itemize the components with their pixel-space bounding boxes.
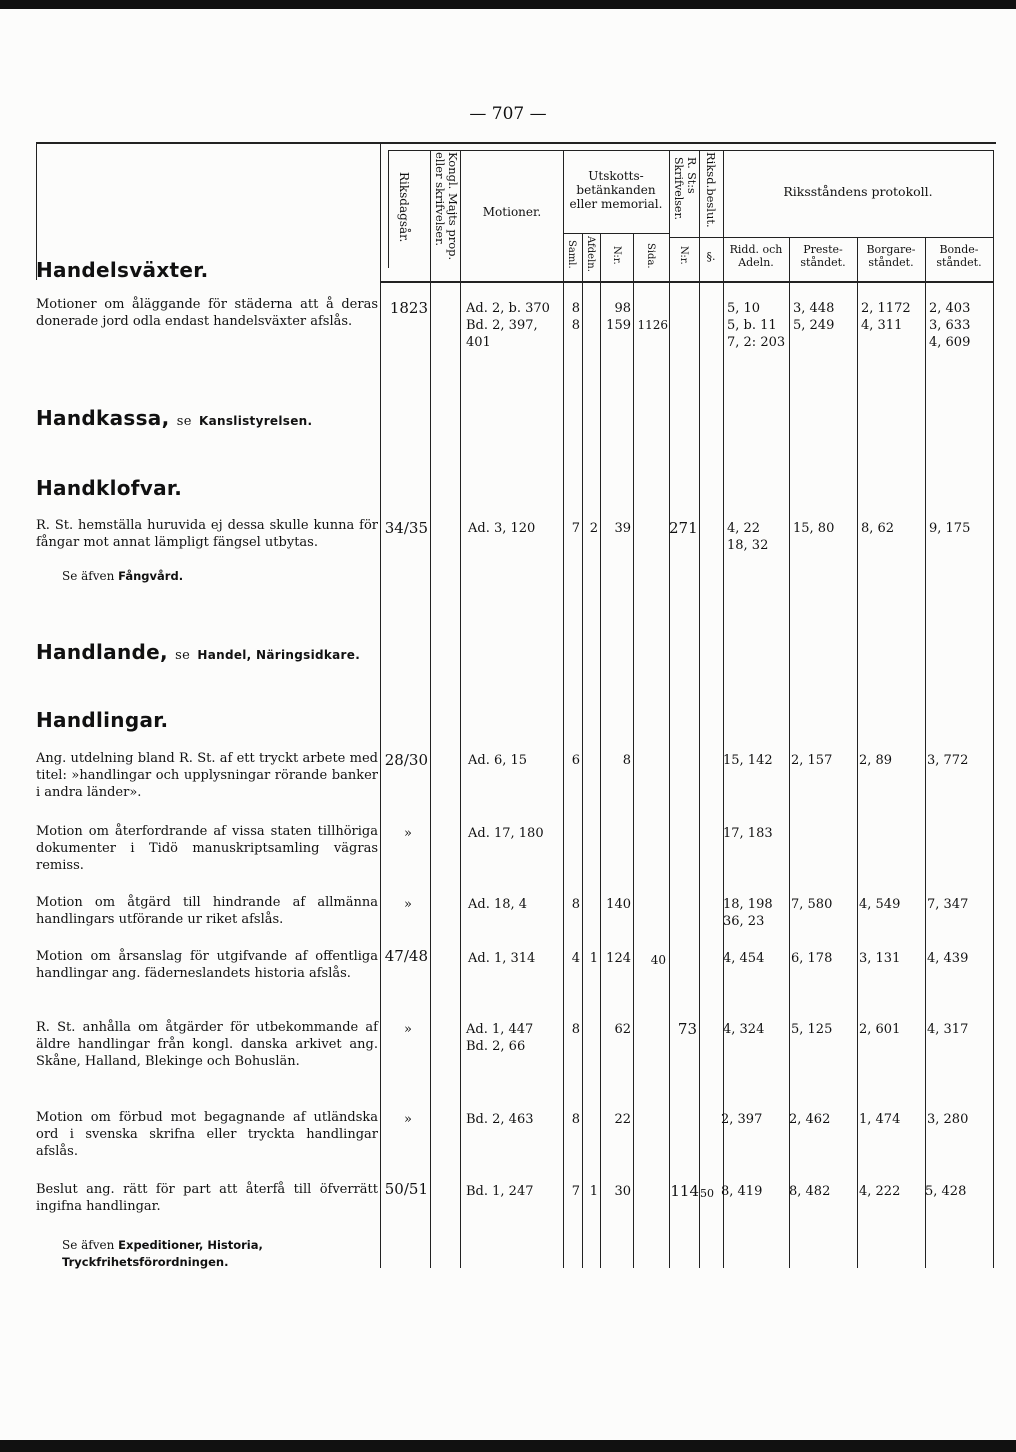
entry-text: Motioner om åläggande för städerna att å deras donerade jord odla endast handelsväxter afslås. bbox=[36, 297, 378, 329]
see-also-label: Se äfven bbox=[62, 1238, 115, 1252]
entry-prest: 3, 448 bbox=[793, 301, 835, 316]
heading-title: Handlande, bbox=[36, 640, 168, 664]
entry-afdeln: 1 bbox=[589, 951, 598, 966]
entry-year: 50/51 bbox=[384, 1180, 428, 1198]
heading-handkassa bbox=[36, 406, 312, 430]
entry-saml: 7 bbox=[571, 1184, 580, 1199]
entry-nr: 124 bbox=[606, 951, 631, 966]
se-label: se bbox=[175, 648, 191, 663]
heading-handklofvar: Handklofvar. bbox=[36, 476, 183, 500]
vline-13 bbox=[925, 237, 926, 1268]
vline-right bbox=[993, 150, 994, 1268]
entry-motioner: Ad. 2, b. 370 bbox=[466, 301, 550, 316]
vline-3 bbox=[460, 150, 461, 1268]
scan-edge-bottom bbox=[0, 1440, 1016, 1452]
entry-motioner: Ad. 1, 314 bbox=[468, 951, 536, 966]
entry-bonde: 4, 317 bbox=[927, 1022, 969, 1037]
header-nr: N:r. bbox=[611, 246, 622, 265]
entry-motioner: Bd. 1, 247 bbox=[466, 1184, 534, 1199]
heading-handelsvaxter: Handelsväxter. bbox=[36, 258, 209, 282]
entry-borg: 4, 549 bbox=[859, 897, 901, 912]
entry-saml: 8 bbox=[571, 318, 580, 333]
entry-borg: 4, 311 bbox=[861, 318, 903, 333]
entry-prest: 2, 462 bbox=[789, 1112, 831, 1127]
header-ridd-1: Ridd. och bbox=[729, 243, 783, 256]
header-ridd-2: Adeln. bbox=[738, 256, 774, 269]
entry-bonde: 9, 175 bbox=[929, 521, 971, 536]
entry-text: Motion om förbud mot begagnande af utländska ord i svenska skrifna eller tryckta handlingar afslås. bbox=[36, 1110, 378, 1159]
rule-rsts-sub bbox=[669, 237, 723, 238]
vline-10 bbox=[723, 150, 724, 1268]
entry-motioner: Bd. 2, 66 bbox=[466, 1039, 526, 1054]
entry-text: Beslut ang. rätt för part att återfå till öfverrätt ingifna handlingar. bbox=[36, 1182, 378, 1214]
entry-saml: 8 bbox=[571, 301, 580, 316]
vline-1b bbox=[388, 150, 389, 268]
entry-text: Motion om årsanslag för utgifvande af offentliga handlingar ang. fäderneslandets historia afslås. bbox=[36, 949, 378, 981]
heading-title: Handkassa, bbox=[36, 406, 170, 430]
entry-saml: 6 bbox=[571, 753, 580, 768]
entry-year: » bbox=[404, 897, 412, 912]
entry-rsts: 73 bbox=[677, 1020, 697, 1038]
header-ridd bbox=[723, 243, 789, 269]
header-rsts: R. St:s Skrifvelser. bbox=[672, 157, 698, 220]
entry-year: 1823 bbox=[389, 299, 428, 317]
vline-9 bbox=[699, 150, 700, 1268]
entry-saml: 8 bbox=[571, 897, 580, 912]
heading-handlingar: Handlingar. bbox=[36, 708, 169, 732]
entry-ridd: 4, 454 bbox=[723, 951, 765, 966]
entry-borg: 2, 601 bbox=[859, 1022, 901, 1037]
entry-borg: 1, 474 bbox=[859, 1112, 901, 1127]
entry-bonde: 3, 633 bbox=[929, 318, 971, 333]
entry-sida: 40 bbox=[650, 953, 666, 967]
entry-nr: 159 bbox=[606, 318, 631, 333]
entry-motioner: Bd. 2, 463 bbox=[466, 1112, 534, 1127]
entry-afdeln: 2 bbox=[589, 521, 598, 536]
header-borg bbox=[857, 243, 925, 269]
header-riksdagsar: Riksdagsår. bbox=[397, 172, 411, 243]
entry-motioner: Ad. 18, 4 bbox=[468, 897, 528, 912]
header-saml: Saml. bbox=[566, 240, 577, 269]
entry-motioner: Ad. 3, 120 bbox=[468, 521, 536, 536]
entry-prest: 5, 249 bbox=[793, 318, 835, 333]
vline-7 bbox=[633, 233, 634, 1268]
header-utskotts-1: Utskotts- bbox=[588, 169, 644, 183]
header-prest-1: Preste- bbox=[803, 243, 843, 256]
entry-motioner: Ad. 17, 180 bbox=[468, 826, 544, 841]
rule-top bbox=[36, 142, 996, 144]
entry-motioner: 401 bbox=[466, 335, 491, 350]
entry-nr: 140 bbox=[606, 897, 631, 912]
see-also-ref: Expeditioner, Historia, Tryckfrihetsförordningen. bbox=[62, 1238, 263, 1269]
see-also-ref: Fångvård. bbox=[118, 569, 184, 583]
entry-text: R. St. hemställa huruvida ej dessa skulle kunna för fångar mot annat lämpligt fängsel utbytas. bbox=[36, 518, 378, 550]
entry-text: Motion om återfordrande af vissa staten tillhöriga dokumenter i Tidö manuskriptsamling vägras remiss. bbox=[36, 824, 378, 873]
entry-borg: 2, 1172 bbox=[861, 301, 911, 316]
header-bonde-2: ståndet. bbox=[936, 256, 982, 269]
header-rsts-nr: N:r. bbox=[678, 246, 689, 265]
entry-rsts: 271 bbox=[669, 519, 698, 537]
entry-nr: 30 bbox=[614, 1184, 631, 1199]
entry-bonde: 2, 403 bbox=[929, 301, 971, 316]
vline-1 bbox=[380, 144, 381, 1268]
entry-prest: 7, 580 bbox=[791, 897, 833, 912]
entry-ridd: 2, 397 bbox=[721, 1112, 763, 1127]
entry-year: » bbox=[404, 1022, 412, 1037]
vline-8 bbox=[669, 150, 670, 1268]
entry-year: » bbox=[404, 1112, 412, 1127]
page-number: — 707 — bbox=[469, 104, 547, 124]
entry-motioner: Ad. 1, 447 bbox=[466, 1022, 534, 1037]
entry-sida: 1126 bbox=[637, 318, 668, 332]
heading-handlande bbox=[36, 640, 360, 664]
header-utskotts-3: eller memorial. bbox=[569, 197, 663, 211]
entry-borg: 2, 89 bbox=[859, 753, 893, 768]
cross-reference: Handel, Näringsidkare. bbox=[197, 648, 361, 662]
entry-ridd: 36, 23 bbox=[723, 914, 765, 929]
entry-borg: 4, 222 bbox=[859, 1184, 901, 1199]
header-sida: Sida. bbox=[645, 243, 656, 269]
entry-ridd: 18, 32 bbox=[727, 538, 769, 553]
rule-utskott-sub bbox=[563, 233, 669, 234]
entry-bonde: 3, 772 bbox=[927, 753, 969, 768]
header-motioner: Motioner. bbox=[482, 205, 542, 219]
vline-2 bbox=[430, 150, 431, 1268]
header-utskotts-2: betänkanden bbox=[576, 183, 656, 197]
vline-12 bbox=[857, 237, 858, 1268]
see-also bbox=[62, 1237, 382, 1271]
entry-motioner: Ad. 6, 15 bbox=[468, 753, 528, 768]
entry-nr: 22 bbox=[614, 1112, 631, 1127]
see-also bbox=[62, 568, 382, 585]
vline-5 bbox=[582, 233, 583, 1268]
entry-ridd: 17, 183 bbox=[723, 826, 773, 841]
header-borg-1: Borgare- bbox=[866, 243, 916, 256]
header-kongl: Kongl. Majts prop. eller skrifvelser. bbox=[433, 152, 460, 261]
rule-header-top bbox=[388, 150, 994, 151]
header-prest bbox=[789, 243, 857, 269]
header-borg-2: ståndet. bbox=[868, 256, 914, 269]
entry-saml: 7 bbox=[571, 521, 580, 536]
scan-edge-top bbox=[0, 0, 1016, 9]
entry-ridd: 4, 324 bbox=[723, 1022, 765, 1037]
entry-ridd: 5, b. 11 bbox=[727, 318, 777, 333]
entry-ridd: 8, 419 bbox=[721, 1184, 763, 1199]
see-also-label: Se äfven bbox=[62, 569, 115, 583]
entry-borg: 3, 131 bbox=[859, 951, 901, 966]
header-prest-2: ståndet. bbox=[800, 256, 846, 269]
se-label: se bbox=[176, 414, 192, 429]
header-bonde-1: Bonde- bbox=[939, 243, 979, 256]
entry-text: Motion om åtgärd till hindrande af allmänna handlingars utförande ur riket afslås. bbox=[36, 895, 378, 927]
header-bonde bbox=[925, 243, 993, 269]
entry-year: 47/48 bbox=[384, 947, 428, 965]
entry-prest: 5, 125 bbox=[791, 1022, 833, 1037]
entry-motioner: Bd. 2, 397, bbox=[466, 318, 538, 333]
entry-text: Ang. utdelning bland R. St. af ett tryckt arbete med titel: »handlingar och upplysningar rörande banker i andra länder». bbox=[36, 751, 378, 800]
entry-rsts: 114 bbox=[670, 1182, 699, 1200]
entry-text: R. St. anhålla om åtgärder för utbekommande af äldre handlingar från kongl. danska arkivet ang. Skåne, Halland, Blekinge och Bohuslän. bbox=[36, 1020, 378, 1069]
entry-bonde: 4, 609 bbox=[929, 335, 971, 350]
header-afdeln: Afdeln. bbox=[585, 236, 596, 272]
cross-reference: Kanslistyrelsen. bbox=[199, 414, 313, 428]
entry-ridd: 7, 2: 203 bbox=[727, 335, 786, 350]
entry-prest: 6, 178 bbox=[791, 951, 833, 966]
entry-bonde: 4, 439 bbox=[927, 951, 969, 966]
entry-borg: 8, 62 bbox=[861, 521, 895, 536]
entry-ridd: 15, 142 bbox=[723, 753, 773, 768]
entry-ridd: 5, 10 bbox=[727, 301, 761, 316]
entry-prest: 2, 157 bbox=[791, 753, 833, 768]
entry-prest: 15, 80 bbox=[793, 521, 835, 536]
rule-protokoll-sub bbox=[723, 237, 993, 238]
entry-afdeln: 1 bbox=[589, 1184, 598, 1199]
header-protokoll: Riksståndens protokoll. bbox=[783, 184, 933, 199]
header-riksd: Riksd.beslut. bbox=[704, 152, 718, 228]
header-riksd-par: §. bbox=[706, 250, 716, 263]
entry-nr: 98 bbox=[614, 301, 631, 316]
entry-ridd: 4, 22 bbox=[727, 521, 761, 536]
entry-bonde: 5, 428 bbox=[925, 1184, 967, 1199]
rule-header-bottom bbox=[380, 281, 994, 283]
header-utskotts bbox=[563, 169, 669, 211]
entry-saml: 8 bbox=[571, 1022, 580, 1037]
entry-year: » bbox=[404, 826, 412, 841]
entry-nr: 39 bbox=[614, 521, 631, 536]
entry-prest: 8, 482 bbox=[789, 1184, 831, 1199]
entry-riksd: 50 bbox=[700, 1187, 714, 1200]
entry-nr: 8 bbox=[622, 753, 631, 768]
entry-year: 34/35 bbox=[384, 519, 428, 537]
entry-bonde: 7, 347 bbox=[927, 897, 969, 912]
entry-saml: 8 bbox=[571, 1112, 580, 1127]
entry-nr: 62 bbox=[614, 1022, 631, 1037]
entry-year: 28/30 bbox=[384, 751, 428, 769]
entry-saml: 4 bbox=[571, 951, 580, 966]
entry-ridd: 18, 198 bbox=[723, 897, 773, 912]
entry-bonde: 3, 280 bbox=[927, 1112, 969, 1127]
